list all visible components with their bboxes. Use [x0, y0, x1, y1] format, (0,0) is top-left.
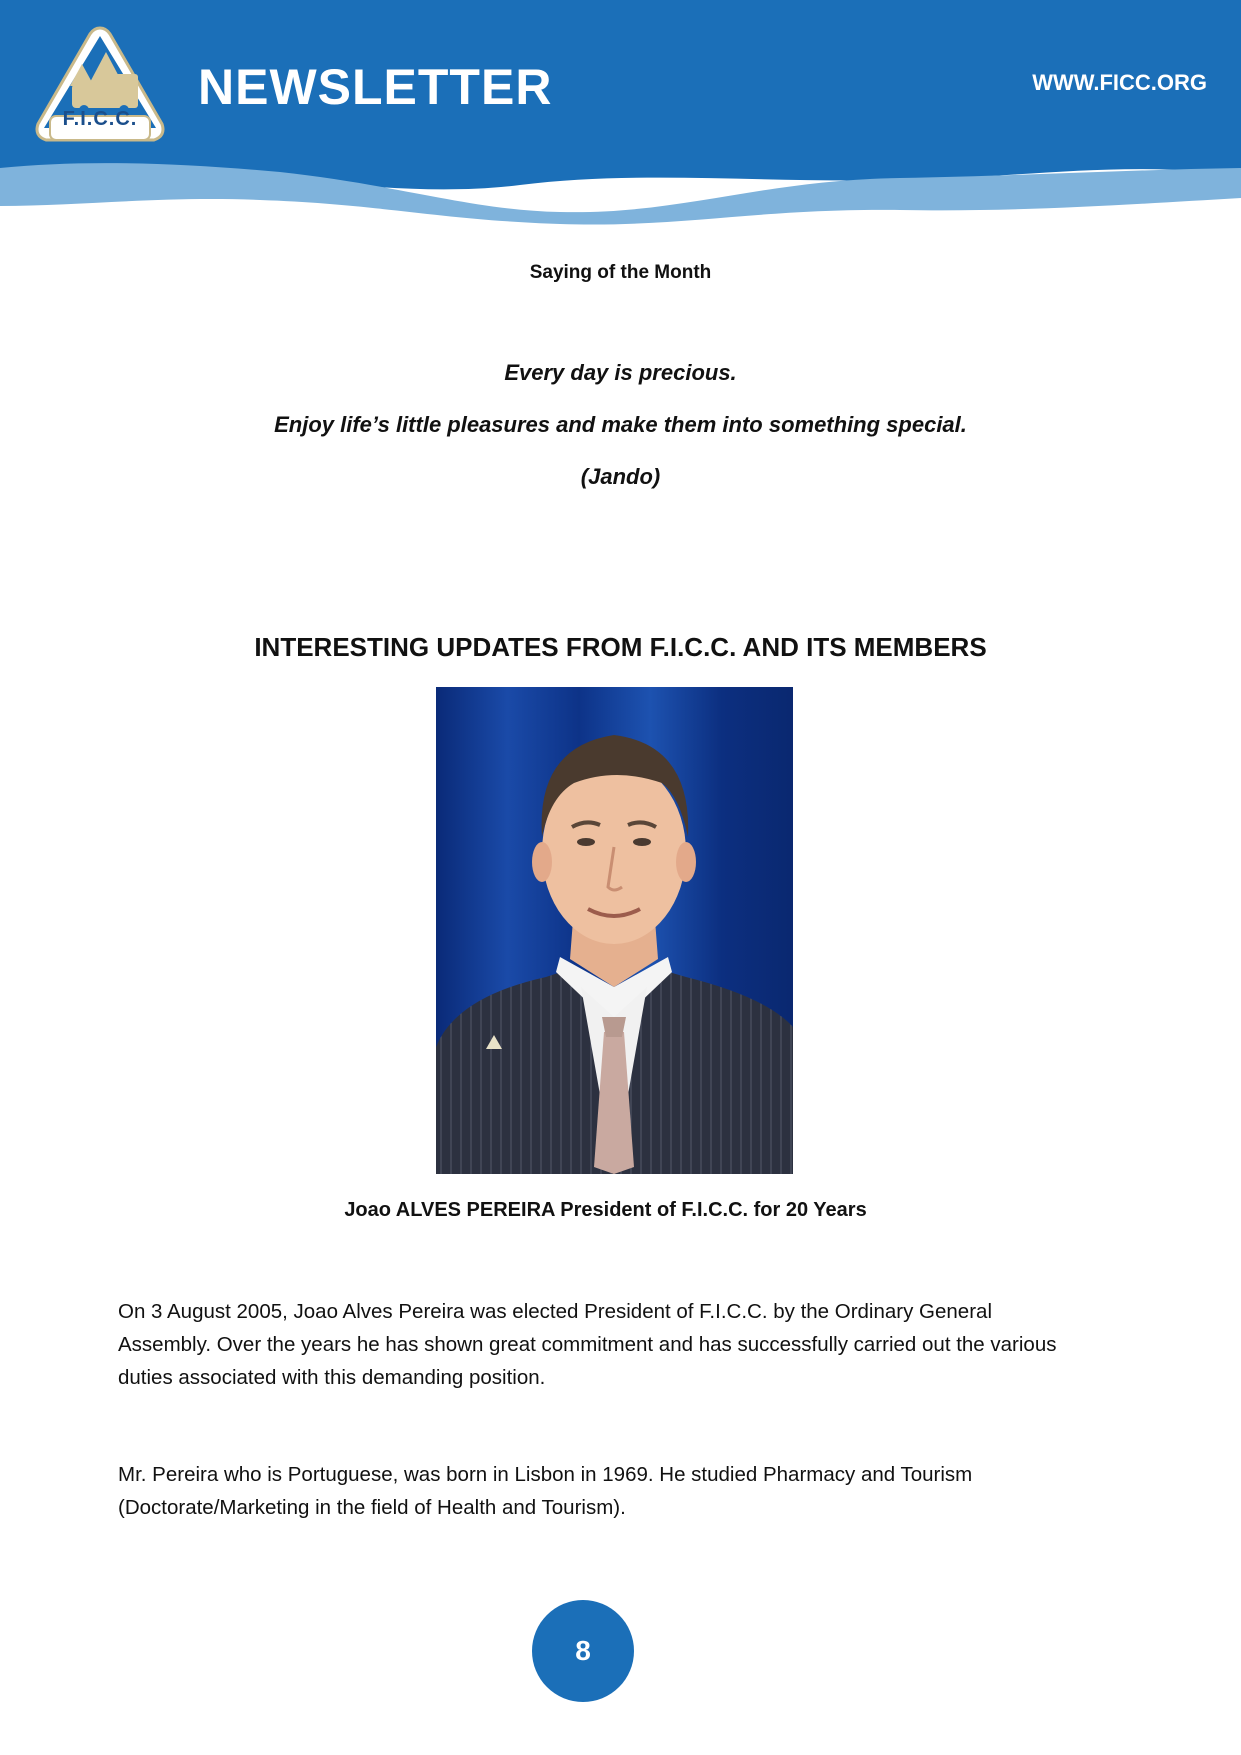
logo-text: F.I.C.C.: [62, 108, 138, 130]
newsletter-title: NEWSLETTER: [198, 59, 553, 115]
website-link[interactable]: WWW.FICC.ORG: [1032, 70, 1207, 95]
body-paragraph: On 3 August 2005, Joao Alves Pereira was elected President of F.I.C.C. by the Ordinary General Assembly. Over the years he has shown great commitment and has successfully carried out the various duties associated with this demanding position.: [118, 1300, 1057, 1389]
newsletter-header: [0, 0, 1241, 230]
body-paragraph: Mr. Pereira who is Portuguese, was born in Lisbon in 1969. He studied Pharmacy and Tourism (Doctorate/Marketing in the field of Health and Tourism).: [118, 1463, 973, 1519]
quote-line: Every day is precious.: [504, 360, 737, 385]
header-wave-banner: [0, 0, 1241, 230]
quote-author: (Jando): [580, 464, 661, 489]
page-number-badge: 8: [532, 1600, 634, 1702]
president-portrait-photo: [436, 687, 793, 1174]
section-heading: INTERESTING UPDATES FROM F.I.C.C. AND ITS MEMBERS: [254, 632, 987, 662]
quote-line: Enjoy life’s little pleasures and make them into something special.: [274, 412, 967, 437]
photo-caption: Joao ALVES PEREIRA President of F.I.C.C. for 20 Years: [344, 1199, 867, 1221]
saying-heading: Saying of the Month: [529, 262, 712, 283]
